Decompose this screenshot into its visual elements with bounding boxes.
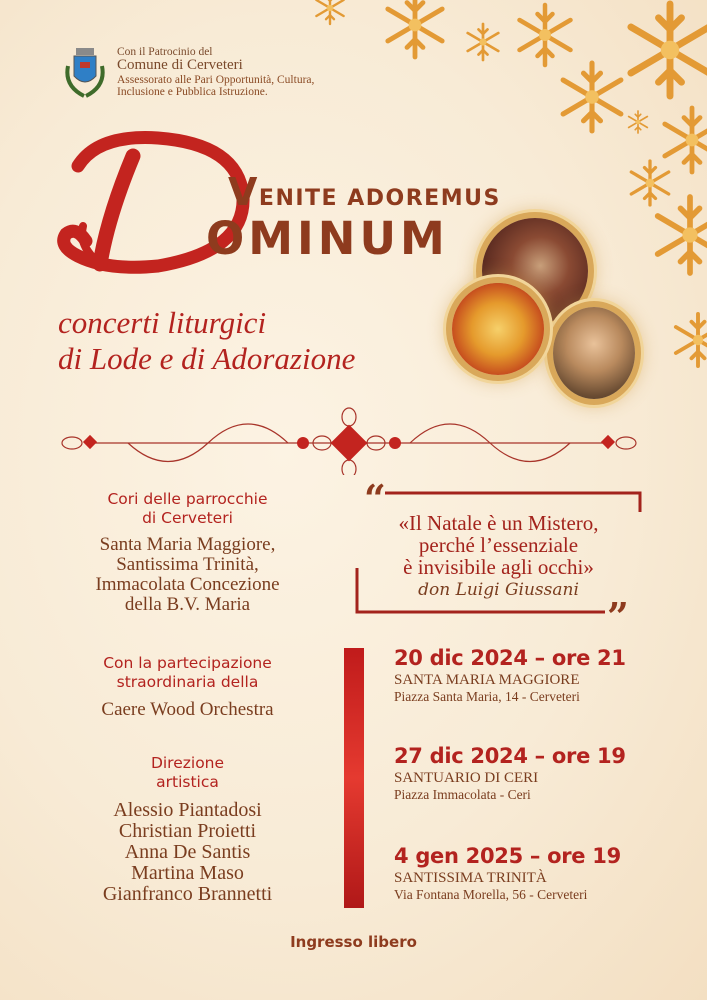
event-date: 27 dic 2024 – ore 19 [394, 744, 626, 768]
patron-line-2: Comune di Cerveteri [117, 57, 243, 74]
event-item [394, 646, 626, 705]
ornamental-divider [58, 405, 640, 475]
free-entry-note: Ingresso libero [290, 933, 417, 951]
event-place: SANTUARIO DI CERI [394, 770, 539, 786]
direction-heading: Direzione artistica [150, 754, 225, 791]
choirs-list: Santa Maria Maggiore, Santissima Trinità, Immacolata Concezione della B.V. Maria [95, 534, 280, 615]
event-address: Via Fontana Morella, 56 - Cerveteri [394, 887, 588, 902]
patron-line-4: Inclusione e Pubblica Istruzione. [117, 85, 268, 98]
event-address: Piazza Santa Maria, 14 - Cerveteri [394, 689, 580, 704]
patron-line-3: Assessorato alle Pari Opportunità, Cultura, [117, 73, 315, 86]
event-date: 20 dic 2024 – ore 21 [394, 646, 626, 670]
orchestra-name: Caere Wood Orchestra [101, 699, 274, 721]
title-dominum: OMINUM [206, 212, 449, 265]
title-venite-adoremus: VENITE ADOREMUS [228, 170, 501, 214]
event-place: SANTA MARIA MAGGIORE [394, 672, 580, 688]
open-quote-icon: “ [364, 476, 386, 521]
directors-list: Alessio Piantadosi Christian Proietti Anna De Santis Martina Maso Gianfranco Brannetti [102, 799, 273, 906]
crucifix-medallion-image [452, 283, 544, 375]
comune-crest-icon [62, 46, 108, 100]
event-address: Piazza Immacolata - Ceri [394, 787, 531, 802]
event-date: 4 gen 2025 – ore 19 [394, 844, 621, 868]
choirs-section [55, 490, 320, 615]
choirs-heading: Cori delle parrocchie di Cerveteri [107, 490, 268, 527]
patron-line-1: Con il Patrocinio del [117, 46, 213, 58]
quote-text: «Il Natale è un Mistero, perché l’essenziale è invisibile agli occhi» [398, 511, 599, 580]
events-accent-bar [344, 648, 364, 908]
direction-section [55, 754, 320, 905]
close-quote-icon: ” [607, 594, 629, 639]
participation-heading: Con la partecipazione straordinaria della [103, 654, 272, 691]
event-item [394, 844, 621, 903]
event-item [394, 744, 626, 803]
subtitle: concerti liturgici di Lode e di Adorazione [58, 305, 356, 376]
participation-section [55, 654, 320, 720]
event-place: SANTISSIMA TRINITÀ [394, 870, 547, 886]
madonna-child-medallion-image [553, 307, 635, 399]
patronage-block [117, 46, 314, 98]
quote-author: don Luigi Giussani [418, 580, 579, 600]
